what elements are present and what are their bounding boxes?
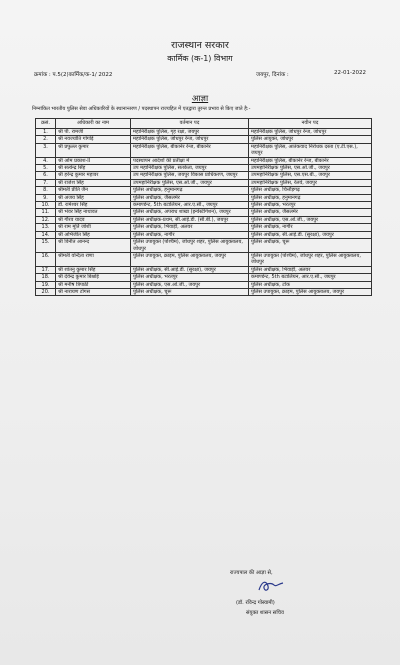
cell-new-post: उपमहानिरीक्षक पुलिस, एस.ओ.जी., जयपुर [249, 165, 372, 172]
cell-current-post: कमाण्डेन्ट, 5th बटालियन, आर.ए.सी., जयपुर [131, 202, 249, 209]
cell-current-post: पुलिस अधीक्षक, नागौर [131, 231, 249, 238]
government-heading: राजस्थान सरकार [171, 40, 229, 51]
cell-serial: 11. [36, 209, 56, 216]
cell-current-post: पुलिस अधीक्षक, भरतपुर [131, 274, 249, 281]
cell-officer-name: श्री अजय सिंह [56, 194, 131, 201]
table-row [36, 143, 372, 157]
cell-current-post: उप महानिरीक्षक पुलिस, जयपुर विकास प्राधिकरण, जयपुर [131, 172, 249, 179]
cell-current-post: पुलिस अधीक्षक, हनुमानगढ़ [131, 187, 249, 194]
cell-serial: 8. [36, 187, 56, 194]
cell-officer-name: श्री नवज्योति गोगोई [56, 136, 131, 143]
cell-officer-name: श्री देवेन्द्र कुमार बिश्नोई [56, 274, 131, 281]
cell-officer-name: श्री सत्येन्द्र सिंह [56, 165, 131, 172]
table-row [36, 274, 372, 281]
handwritten-signature [256, 578, 286, 594]
cell-new-post: उपमहानिरीक्षक पुलिस, एस.एस.बी., जयपुर [249, 172, 372, 179]
cell-officer-name: श्रीमती वन्दिता राणा [56, 252, 131, 266]
cell-new-post: कमाण्डेन्ट, 5th बटालियन, आर.ए.सी., जयपुर [249, 274, 372, 281]
table-row [36, 136, 372, 143]
cell-current-post: महानिरीक्षक पुलिस, गृह रक्षा, जयपुर [131, 129, 249, 136]
table-row [36, 129, 372, 136]
cell-current-post: पुलिस अधीक्षक, सी.आई.डी. (सुरक्षा), जयपुर [131, 266, 249, 273]
col-header-sn: क्रसं. [36, 119, 56, 129]
cell-serial: 10. [36, 202, 56, 209]
table-row [36, 281, 372, 288]
cell-officer-name: श्री मनीष त्रिपाठी [56, 281, 131, 288]
order-title: आज्ञा [191, 94, 209, 104]
cell-current-post: पुलिस अधीक्षक, जैसलमेर [131, 194, 249, 201]
table-row [36, 266, 372, 273]
cell-serial: 3. [36, 143, 56, 157]
cell-current-post: उप महानिरीक्षक पुलिस, सतर्कता, जयपुर [131, 165, 249, 172]
cell-officer-name: श्रीमती प्रीति जैन [56, 187, 131, 194]
place-date-label: जयपुर, दिनांक : [256, 72, 289, 78]
cell-serial: 14. [36, 231, 56, 238]
table-row [36, 187, 372, 194]
cell-serial: 17. [36, 266, 56, 273]
cell-serial: 13. [36, 224, 56, 231]
table-row [36, 194, 372, 201]
cell-current-post: पुलिस अधीक्षक, भिवाड़ी, अलवर [131, 224, 249, 231]
cell-serial: 1. [36, 129, 56, 136]
cell-current-post: पुलिस अधीक्षक-प्रथम, सी.आई.डी. (सी.बी.), जयपुर [131, 216, 249, 223]
cell-new-post: पुलिस अधीक्षक, टोंक [249, 281, 372, 288]
table-row [36, 231, 372, 238]
cell-serial: 9. [36, 194, 56, 201]
cell-new-post: पुलिस अधीक्षक, भिवाड़ी, अलवर [249, 266, 372, 273]
cell-new-post: पुलिस अधीक्षक, हनुमानगढ़ [249, 194, 372, 201]
table-row [36, 202, 372, 209]
table-row [36, 239, 372, 253]
cell-officer-name: श्री ओम प्रकाश-II [56, 157, 131, 164]
order-ref-number: क्रमांक : प.5(2)कार्मिक/क-1/ 2022 [34, 72, 113, 78]
col-header-current-post: वर्तमान पद [131, 119, 249, 129]
cell-new-post: महानिरीक्षक पुलिस, बीकानेर रेन्ज, बीकानेर [249, 157, 372, 164]
cell-serial: 5. [36, 165, 56, 172]
cell-new-post: पुलिस आयुक्त, जोधपुर [249, 136, 372, 143]
by-order-text: राज्यपाल की आज्ञा से, [230, 570, 273, 576]
table-row [36, 224, 372, 231]
reference-line [34, 70, 366, 82]
cell-new-post: पुलिस अधीक्षक, जैसलमेर [249, 209, 372, 216]
cell-new-post: पुलिस अधीक्षक, नागौर [249, 224, 372, 231]
cell-serial: 19. [36, 281, 56, 288]
table-row [36, 179, 372, 186]
cell-officer-name: श्री प्रफुल्ल कुमार [56, 143, 131, 157]
cell-new-post: पुलिस अधीक्षक, चित्तौड़गढ़ [249, 187, 372, 194]
cell-officer-name: श्री हरेन्द्र कुमार महावर [56, 172, 131, 179]
order-intro: निम्नांकित भारतीय पुलिस सेवा अधिकारियों के स्थानान्तरण / पदस्थापन राज्यहित में एतद्वारा तुरन्त प्रभाव से किए जाते है:- [32, 106, 251, 112]
cell-serial: 16. [36, 252, 56, 266]
transfer-table [35, 118, 372, 296]
cell-officer-name: डॉ. रामेश्वर सिंह [56, 202, 131, 209]
cell-new-post: पुलिस अधीक्षक, चूरू [249, 239, 372, 253]
cell-serial: 20. [36, 288, 56, 295]
table-row [36, 252, 372, 266]
cell-officer-name: श्री गौरव यादव [56, 216, 131, 223]
cell-officer-name: श्री नारायण टोगस [56, 288, 131, 295]
cell-new-post: महानिरीक्षक पुलिस, आतंकवाद निरोधक दस्ता (ए.टी.एस.), जयपुर [249, 143, 372, 157]
cell-officer-name: श्री अभिजीत सिंह [56, 231, 131, 238]
order-date: 22-01-2022 [334, 70, 366, 76]
table-row [36, 157, 372, 164]
cell-current-post: पुलिस अधीक्षक, अपराध शाखा (इन्वेस्टीगेशन), जयपुर [131, 209, 249, 216]
cell-officer-name: श्री विनीत आनन्द [56, 239, 131, 253]
cell-current-post: पुलिस उपायुक्त (पश्चिम), जोधपुर शहर, पुलिस आयुक्तालय, जोधपुर [131, 239, 249, 253]
table-header-row [36, 119, 372, 129]
col-header-name: अधिकारी का नाम [56, 119, 131, 129]
department-heading: कार्मिक (क-1) विभाग [167, 54, 233, 63]
cell-serial: 12. [36, 216, 56, 223]
cell-new-post: पुलिस उपायुक्त, क्राइम, पुलिस आयुक्तालय, जयपुर [249, 288, 372, 295]
cell-current-post: पदस्थापन आदेशों की प्रतीक्षा में [131, 157, 249, 164]
cell-serial: 2. [36, 136, 56, 143]
table-row [36, 216, 372, 223]
cell-officer-name: श्री पी. रामजी [56, 129, 131, 136]
signatory-designation: संयुक्त शासन सचिव [246, 610, 284, 616]
cell-officer-name: श्री राजेश सिंह [56, 179, 131, 186]
cell-serial: 4. [36, 157, 56, 164]
signatory-name: (डॉ. रविन्द्र गोस्वामी) [236, 600, 275, 606]
cell-current-post: उपमहानिरीक्षक पुलिस, एस.ओ.जी., जयपुर [131, 179, 249, 186]
cell-current-post: पुलिस अधीक्षक, चूरू [131, 288, 249, 295]
table-row [36, 288, 372, 295]
cell-new-post: उपमहानिरीक्षक पुलिस, रेलवे, जयपुर [249, 179, 372, 186]
table-body [36, 129, 372, 296]
cell-serial: 6. [36, 172, 56, 179]
cell-current-post: पुलिस अधीक्षक, एस.ओ.जी., जयपुर [131, 281, 249, 288]
cell-serial: 18. [36, 274, 56, 281]
cell-serial: 7. [36, 179, 56, 186]
cell-officer-name: श्री राम मूर्ति जोशी [56, 224, 131, 231]
col-header-new-post: नवीन पद [249, 119, 372, 129]
cell-new-post: पुलिस अधीक्षक, भरतपुर [249, 202, 372, 209]
cell-current-post: महानिरीक्षक पुलिस, जोधपुर रेन्ज, जोधपुर [131, 136, 249, 143]
cell-current-post: पुलिस उपायुक्त, क्राइम, पुलिस आयुक्तालय, जयपुर [131, 252, 249, 266]
cell-serial: 15. [36, 239, 56, 253]
cell-current-post: महानिरीक्षक पुलिस, बीकानेर रेन्ज, बीकानेर [131, 143, 249, 157]
cell-new-post: पुलिस अधीक्षक, एस.ओ.जी., जयपुर [249, 216, 372, 223]
cell-officer-name: श्री शांतनु कुमार सिंह [56, 266, 131, 273]
table-row [36, 165, 372, 172]
cell-new-post: पुलिस उपायुक्त (पश्चिम), जोधपुर शहर, पुलिस आयुक्तालय, जोधपुर [249, 252, 372, 266]
table-row [36, 172, 372, 179]
cell-officer-name: श्री भंवर सिंह नाथावत [56, 209, 131, 216]
cell-new-post: पुलिस अधीक्षक, सी.आई.डी. (सुरक्षा), जयपुर [249, 231, 372, 238]
cell-new-post: महानिरीक्षक पुलिस, जोधपुर रेन्ज, जोधपुर [249, 129, 372, 136]
table-row [36, 209, 372, 216]
